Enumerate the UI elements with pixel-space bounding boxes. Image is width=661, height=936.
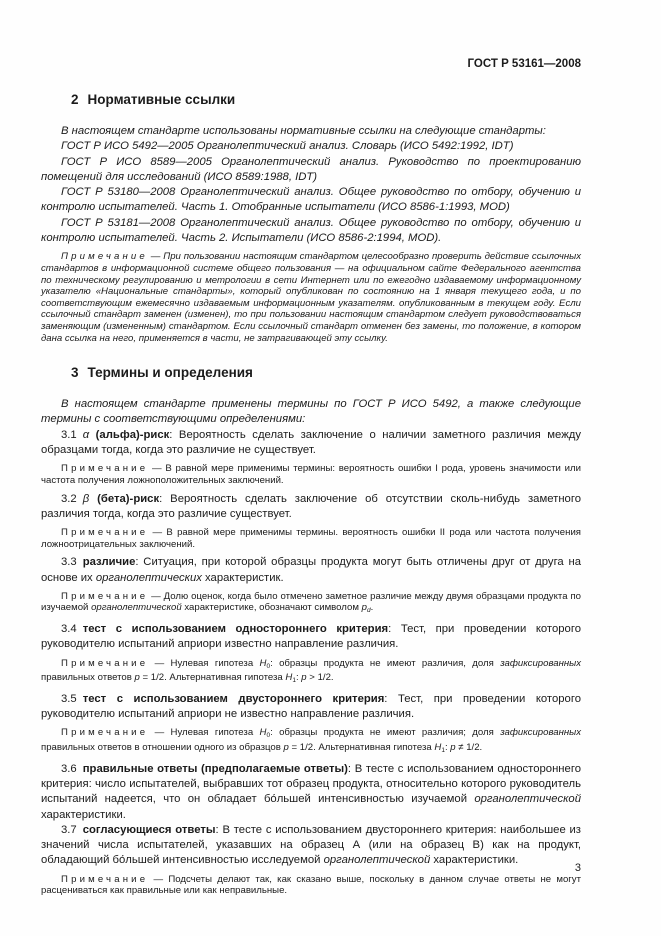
text-run: согласующиеся ответы: [82, 823, 216, 836]
text-run: органолептической: [91, 602, 182, 614]
term-3-3: [41, 555, 581, 586]
text-run: (альфа)-риск: [95, 428, 170, 441]
text-run: 3.1: [61, 428, 77, 441]
text-run: H: [259, 727, 267, 739]
text-run: 3.4: [61, 623, 77, 636]
note-label: Примечание: [61, 463, 149, 475]
text-run: p: [283, 742, 289, 754]
text-run: органолептической: [474, 793, 581, 806]
text-run: α: [82, 428, 96, 441]
section-3-heading: [41, 364, 581, 381]
term-3-4: [41, 622, 581, 653]
term-3-5: [41, 692, 581, 723]
text-run: : Ситуация, при которой образцы продукта могут быть отличены друг от друга на основе их: [41, 556, 581, 584]
text-run: 1: [292, 677, 296, 685]
section-3-title: Термины и определения: [87, 365, 253, 381]
reference-item-2: ГОСТ Р ИСО 8589—2005 Органолептический анализ. Руководство по проектированию помещений для исследований (ИСО 8589:1988, IDT): [41, 155, 581, 183]
text-run: — Долю оценок, когда было отмечено заметное различие между двумя образцами продукта по изучаемой: [41, 590, 581, 614]
text-run: различие: [82, 556, 136, 569]
note-label: Примечание: [61, 727, 149, 739]
note-3-3: [41, 591, 581, 617]
text-run: органолептических: [95, 571, 202, 584]
text-run: d: [366, 607, 371, 615]
term-3-1: [41, 428, 581, 459]
text-run: 1: [441, 747, 445, 755]
note-3-2: [41, 527, 581, 550]
text-run: : Вероятность сделать заключение об отсутствии сколь-нибудь заметного различия тогда, когда это различие существует.: [41, 492, 581, 520]
text-run: характеристике, обозначают символом: [181, 602, 362, 614]
text-run: тест с использованием одностороннего критерия: [82, 623, 389, 636]
text-run: 3.6: [61, 762, 77, 775]
section-2-intro-paragraph: В настоящем стандарте использованы нормативные ссылки на следующие стандарты:: [61, 125, 546, 137]
text-run: 3.2: [61, 492, 77, 505]
text-run: характеристики.: [41, 808, 126, 821]
term-3-7: [41, 823, 581, 869]
note-3-5: [41, 727, 581, 756]
text-run: зафиксированных: [500, 657, 581, 669]
standard-number-header: ГОСТ Р 53161—2008: [467, 58, 581, 70]
text-run: β: [82, 492, 98, 505]
text-run: 0: [266, 662, 271, 670]
note-label: Примечание: [61, 251, 148, 263]
text-run: зафиксированных: [500, 727, 581, 739]
section-2-title: Нормативные ссылки: [87, 92, 236, 107]
reference-item-1: ГОСТ Р ИСО 5492—2005 Органолептический анализ. Словарь (ИСО 5492:1992, IDT): [61, 140, 514, 153]
page-number: 3: [574, 862, 581, 874]
text-run: : образцы продукта не имеют различия, доля: [270, 657, 501, 669]
section-3-intro-paragraph: В настоящем стандарте применены термины по ГОСТ Р ИСО 5492, а также следующие термины с соответствующими определениями:: [41, 398, 581, 426]
term-3-6: [41, 762, 581, 823]
text-run: : В тесте с использованием одностороннего критерия: число испытателей, выбравших тот образец продукта, относительно которого руководитель испытаний надеется, что он обладает бо́льшей интенсивностью изучаемой: [41, 762, 581, 806]
text-run: — В равной мере применимы термины. вероятность ошибки II рода или частота получения ложноотрицательных заключений.: [41, 527, 581, 550]
text-run: H: [285, 672, 293, 684]
note-label: Примечание: [61, 590, 149, 602]
text-run: .: [370, 602, 374, 614]
note-label: Примечание: [61, 657, 149, 669]
text-run: правильных ответов в отношении одного из образцов: [41, 742, 284, 754]
text-run: тест с использованием двустороннего критерия: [82, 692, 385, 705]
text-run: :: [444, 742, 451, 754]
note-3-1: [41, 463, 581, 486]
text-run: — Нулевая гипотеза: [148, 657, 260, 669]
text-run: : образцы продукта не имеют различия; доля: [270, 727, 501, 739]
note-text: — При пользовании настоящим стандартом целесообразно проверить действие ссылочных стандартов в информационной системе общего пользования — на официальном сайте Федерального агентства по техническому регулированию и метрологии в сети Интернет или по ежегодно издаваемому информационному указателю «Национальные стандарты», который опубликован по состоянию на 1 января текущего года, и по соответствующим ежемесячно издаваемым информационным указателям. опубликованным в текущем году. Если ссылочный стандарт заменен (изменен), то при пользовании настоящим стандартом следует руководствоваться заменяющим (измененным) стандартом. Если ссылочный стандарт отменен без замены, то положение, в котором дана ссылка на него, применяется в части, не затрагивающей эту ссылку.: [41, 251, 581, 344]
text-run: 3.5: [61, 692, 77, 705]
term-3-2: [41, 492, 581, 523]
text-run: p: [301, 672, 307, 684]
page-content: [41, 0, 581, 902]
text-run: p: [450, 742, 456, 754]
text-run: правильных ответов: [41, 672, 135, 684]
text-run: : Вероятность сделать заключение о наличии заметного различия между образцами тогда, когда это различие не существует.: [41, 428, 581, 457]
text-run: (бета)-риск: [97, 492, 160, 505]
text-run: :: [295, 672, 302, 684]
note-label: Примечание: [61, 527, 149, 539]
text-run: правильные ответы (предполагаемые ответы): [82, 762, 348, 775]
section-2-number: 2: [71, 92, 79, 107]
text-run: p: [134, 672, 140, 684]
text-run: : Тест, при проведении которого руководителю испытаний априори не известно направление различия.: [41, 692, 581, 721]
text-run: — Нулевая гипотеза: [148, 727, 260, 739]
section-2-heading: [41, 91, 581, 108]
text-run: p: [361, 602, 367, 614]
text-run: ≠ 1/2.: [455, 742, 483, 754]
text-run: характеристики.: [430, 854, 519, 867]
text-run: : В тесте с использованием двустороннего критерия: наибольшее из значений числа испытателей, указавших на образец А (или на образец В) как на продукт, обладающий бо́льшей интенсивностью исследуемой: [41, 823, 581, 867]
text-run: 3.3: [61, 556, 77, 569]
text-run: характеристик.: [201, 571, 284, 584]
section-2-note: [41, 251, 581, 344]
note-label: Примечание: [61, 873, 149, 885]
text-run: — В равной мере применимы термины: вероятность ошибки I рода, уровень значимости или частота получения ложноположительных заключений.: [41, 463, 581, 486]
note-3-7: [41, 874, 581, 897]
text-run: = 1/2. Альтернативная гипотеза: [288, 742, 435, 754]
text-run: : Тест, при проведении которого руководителю испытаний априори известно направление различия.: [41, 623, 581, 651]
reference-item-4: ГОСТ Р 53181—2008 Органолептический анализ. Общее руководство по отбору, обучению и контролю испытателей. Часть 2. Испытатели (ИСО 8586-2:1994, MOD).: [41, 216, 581, 245]
section-3-number: 3: [71, 365, 79, 381]
note-3-4: [41, 658, 581, 687]
text-run: — Подсчеты делают так, как сказано выше, поскольку в данном случае ответы не могут расцениваться как правильные или как неправильные.: [41, 873, 581, 897]
text-run: H: [259, 657, 267, 669]
text-run: = 1/2. Альтернативная гипотеза: [139, 672, 286, 684]
text-run: органолептической: [323, 854, 431, 867]
text-run: 0: [266, 732, 271, 740]
text-run: > 1/2.: [306, 672, 334, 684]
reference-item-3: ГОСТ Р 53180—2008 Органолептический анализ. Общее руководство по отбору, обучению и контролю испытателей. Часть 1. Отобранные испытатели (ИСО 8586-1:1993, MOD): [41, 186, 581, 214]
text-run: 3.7: [61, 823, 77, 836]
text-run: H: [434, 742, 442, 754]
